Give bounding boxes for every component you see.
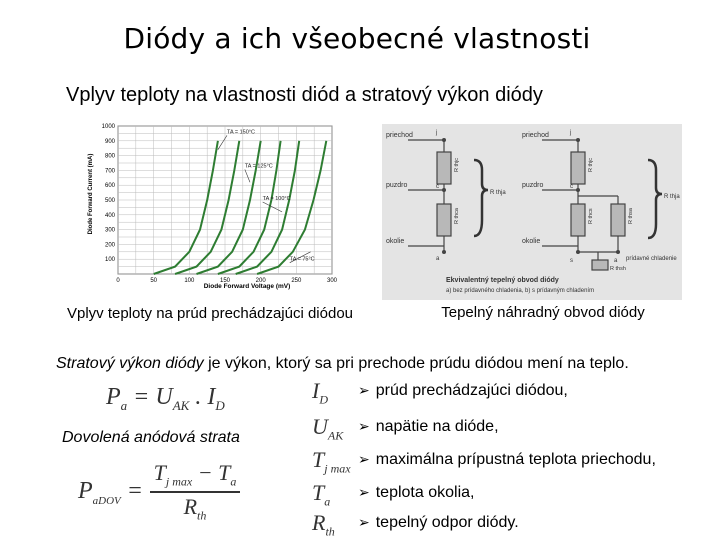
thermal-circuit-diagram (382, 124, 682, 300)
legend-item-text: maximálna prípustná teplota priechodu, (375, 451, 656, 468)
circuit-b-label-chladenie: prídavné chladenie (626, 256, 677, 262)
legend-symbol: $T_a$ (312, 480, 331, 509)
arrow-bullet-icon: ➢ (358, 484, 370, 500)
page-title: Diódy a ich všeobecné vlastnosti (123, 22, 591, 55)
circuit-b-label-s: s (570, 258, 573, 264)
chart-y-tick-label: 800 (104, 153, 115, 160)
circuit-caption-sub: a) bez prídavného chladenia, b) s prídavným chladením (446, 288, 595, 294)
circuit-a-label-j: j (436, 130, 438, 136)
circuit-a-res-thjc: R thjc (454, 157, 460, 172)
legend-symbol: $T_{j max}$ (312, 447, 351, 476)
chart-y-tick-label: 1000 (101, 124, 115, 130)
arrow-bullet-icon: ➢ (358, 418, 370, 434)
circuit-a-label-okolie: okolie (386, 238, 405, 245)
legend-item-text: tepelný odpor diódy. (375, 514, 519, 531)
circuit-caption: Tepelný náhradný obvod diódy (441, 304, 645, 321)
circuit-b-res-thjc: R thjc (588, 157, 594, 172)
chart-y-tick-label: 200 (104, 242, 115, 249)
definition-sentence (56, 355, 629, 373)
chart-y-tick-label: 300 (104, 227, 115, 234)
page-subtitle: Vplyv teploty na vlastnosti diód a stratový výkon diódy (66, 84, 543, 106)
circuit-b-label-j: j (570, 130, 572, 136)
circuit-b-label-okolie: okolie (522, 238, 541, 245)
legend-item (358, 514, 519, 532)
formula-allowed-loss: $P_{aDOV}$ = $T_{j max} - T_a$ $R_{th}$ (78, 460, 278, 524)
circuit-a-label-puzdro: puzdro (386, 182, 408, 189)
chart-y-tick-label: 600 (104, 183, 115, 190)
chart-y-tick-label: 500 (104, 198, 115, 204)
legend-item-text: prúd prechádzajúci diódou, (375, 382, 568, 399)
chart-y-axis-label: Diode Forward Current (mA) (88, 153, 94, 235)
circuit-b-res-thsh: R thsh (610, 266, 626, 272)
circuit-svg (382, 124, 682, 300)
circuit-a-res-thca: R thca (454, 208, 460, 224)
chart-series-label: TA = 100°C (262, 196, 291, 202)
chart-y-tick-label: 700 (104, 168, 115, 175)
chart-series-label: TA = 125°C (244, 163, 273, 170)
formula-power-loss: $P_a = U_{AK}$ . $I_D$ (106, 384, 225, 413)
chart-y-tick-label: 900 (104, 138, 115, 145)
legend-symbol: $U_{AK}$ (312, 414, 344, 443)
circuit-a-label-c: c (436, 184, 439, 190)
arrow-bullet-icon: ➢ (358, 514, 370, 530)
circuit-a-label-a: a (436, 256, 440, 262)
chart-x-tick-label: 0 (116, 278, 120, 284)
chart-series-label: TA = 150°C (227, 129, 255, 136)
circuit-b-res-thsa: R thsa (628, 208, 634, 224)
legend-item (358, 451, 656, 469)
circuit-a-label-prechod: priechod (386, 132, 413, 139)
chart-y-tick-label: 100 (104, 257, 115, 264)
circuit-b-res-thja: R thja (664, 194, 680, 200)
definition-term: Stratový výkon diódy (56, 355, 204, 372)
legend-item (358, 484, 474, 502)
circuit-b-label-puzdro: puzdro (522, 182, 544, 189)
circuit-b-label-a: a (614, 258, 618, 264)
legend-symbol: $I_D$ (312, 378, 328, 407)
circuit-b-label-c: c (570, 184, 573, 190)
legend-symbol: $R_{th}$ (312, 510, 335, 539)
definition-rest: je výkon, ktorý sa pri prechode prúdu diódou mení na teplo. (203, 355, 629, 372)
chart-y-tick-label: 400 (104, 212, 115, 219)
circuit-b-res-thcs: R thcs (588, 208, 594, 224)
chart-x-tick-label: 100 (184, 278, 195, 284)
allowed-loss-label: Dovolená anódová strata (62, 429, 240, 446)
chart-svg (82, 114, 346, 300)
legend-item-text: teplota okolia, (375, 484, 475, 501)
chart-x-tick-label: 50 (150, 278, 158, 284)
chart-x-tick-label: 150 (219, 278, 231, 284)
circuit-a-res-thja: R thja (490, 190, 506, 196)
arrow-bullet-icon: ➢ (358, 382, 370, 398)
circuit-b-label-prechod: priechod (522, 132, 549, 139)
circuit-caption-title: Ekvivalentný tepelný obvod diódy (446, 277, 559, 284)
chart-caption: Vplyv teploty na prúd prechádzajúci diódou (66, 305, 354, 322)
legend-item (358, 382, 568, 400)
chart-x-tick-label: 200 (255, 278, 266, 284)
chart-x-tick-label: 300 (326, 278, 338, 284)
chart-series-label: TA = 75°C (289, 256, 315, 263)
chart-x-tick-label: 250 (291, 278, 302, 284)
temperature-chart (82, 114, 346, 300)
arrow-bullet-icon: ➢ (358, 451, 370, 467)
legend-item-text: napätie na dióde, (375, 418, 499, 435)
chart-x-axis-label: Diode Forward Voltage (mV) (203, 283, 291, 290)
legend-item (358, 418, 499, 436)
